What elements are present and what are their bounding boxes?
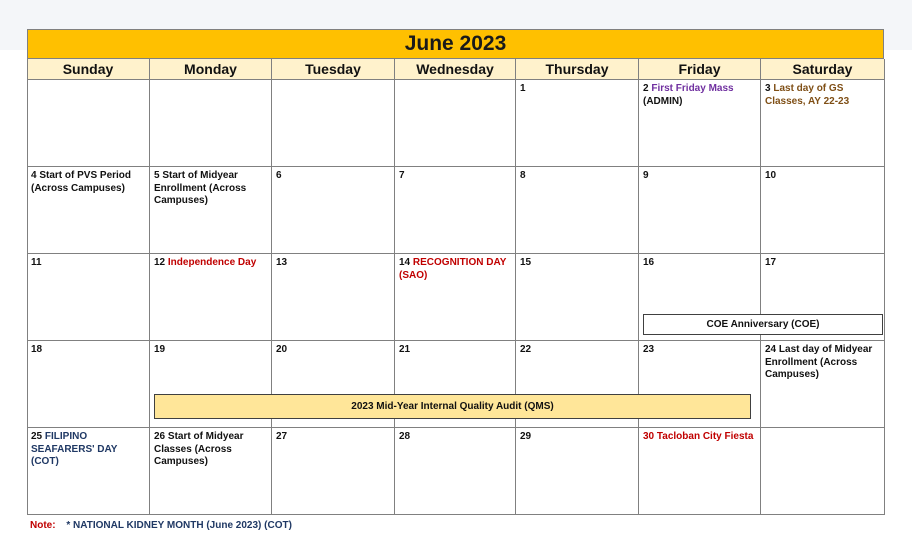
day-number: 5: [154, 170, 160, 181]
day-cell[interactable]: [395, 167, 516, 254]
day-number: 21: [399, 344, 411, 355]
day-cell-content: [765, 170, 880, 183]
day-cell-content: [276, 257, 390, 270]
day-cell[interactable]: [395, 428, 516, 515]
day-number: 15: [520, 257, 532, 268]
note-text: * NATIONAL KIDNEY MONTH (June 2023) (COT): [66, 520, 292, 531]
day-event-text: Start of PVS Period (Across Campuses): [31, 170, 132, 194]
day-number: 23: [643, 344, 655, 355]
day-number: 6: [276, 170, 282, 181]
day-cell-content: [765, 344, 880, 382]
day-cell[interactable]: [272, 254, 395, 341]
day-number: 16: [643, 257, 655, 268]
weekday-thursday: Thursday: [516, 59, 639, 80]
day-cell[interactable]: [150, 167, 272, 254]
day-cell-content: [765, 83, 880, 108]
day-event-text: Tacloban City Fiesta: [656, 431, 754, 442]
day-cell-content: [31, 431, 145, 469]
day-number: 10: [765, 170, 777, 181]
day-number: 7: [399, 170, 405, 181]
day-cell[interactable]: [761, 428, 885, 515]
calendar-title: June 2023: [27, 29, 884, 59]
day-cell[interactable]: [761, 167, 885, 254]
weekday-monday: Monday: [150, 59, 272, 80]
day-cell[interactable]: [27, 167, 150, 254]
day-number: 26: [154, 431, 166, 442]
day-cell-content: [520, 431, 634, 444]
day-cell[interactable]: [761, 341, 885, 428]
day-cell-content: [520, 83, 634, 96]
day-cell[interactable]: [27, 341, 150, 428]
day-cell-content: [399, 257, 511, 282]
day-cell[interactable]: [761, 80, 885, 167]
day-cell-content: [154, 344, 267, 357]
day-cell-content: [765, 257, 880, 270]
day-event-text: Last day of Midyear Enrollment (Across Campuses): [765, 344, 873, 380]
day-cell-content: [276, 344, 390, 357]
day-cell[interactable]: [150, 254, 272, 341]
day-cell[interactable]: [395, 80, 516, 167]
day-cell[interactable]: [272, 80, 395, 167]
day-cell-content: [520, 170, 634, 183]
day-number: 13: [276, 257, 288, 268]
day-number: 17: [765, 257, 777, 268]
day-cell-content: [31, 170, 145, 195]
day-cell-content: [399, 431, 511, 444]
day-event-text: FILIPINO SEAFARERS' DAY (COT): [31, 431, 118, 467]
day-cell-content: [643, 83, 756, 108]
weekday-sunday: Sunday: [27, 59, 150, 80]
day-number: 4: [31, 170, 37, 181]
day-number: 9: [643, 170, 649, 181]
day-cell[interactable]: [516, 428, 639, 515]
day-number: 25: [31, 431, 43, 442]
qms-audit-event[interactable]: 2023 Mid-Year Internal Quality Audit (QMS): [154, 394, 751, 419]
note-label: Note:: [30, 520, 56, 531]
day-event-text: Start of Midyear Classes (Across Campuses): [154, 431, 244, 467]
day-number: 18: [31, 344, 43, 355]
day-cell-content: [643, 431, 756, 444]
day-cell-content: [276, 170, 390, 183]
day-number: 12: [154, 257, 166, 268]
day-cell[interactable]: [516, 80, 639, 167]
day-number: 27: [276, 431, 288, 442]
day-number: 11: [31, 257, 42, 268]
day-number: 1: [520, 83, 526, 94]
day-cell-content: [643, 344, 756, 357]
day-number: 3: [765, 83, 771, 94]
day-event-text: RECOGNITION DAY (SAO): [399, 257, 507, 281]
day-cell-content: [31, 344, 145, 357]
weekday-tuesday: Tuesday: [272, 59, 395, 80]
day-cell-content: [399, 170, 511, 183]
day-cell[interactable]: [272, 428, 395, 515]
day-event-text: First Friday Mass: [651, 83, 734, 94]
day-cell[interactable]: [639, 80, 761, 167]
day-cell[interactable]: [27, 254, 150, 341]
day-cell-content: [154, 170, 267, 208]
day-cell[interactable]: [27, 428, 150, 515]
day-number: 19: [154, 344, 166, 355]
day-cell-content: [643, 170, 756, 183]
day-cell[interactable]: [27, 80, 150, 167]
day-number: 20: [276, 344, 288, 355]
note: [30, 520, 292, 531]
day-cell[interactable]: [516, 254, 639, 341]
weekday-friday: Friday: [639, 59, 761, 80]
day-cell[interactable]: [639, 167, 761, 254]
weekday-saturday: Saturday: [761, 59, 885, 80]
day-number: 8: [520, 170, 526, 181]
day-event-text: Last day of GS Classes, AY 22-23: [765, 83, 850, 107]
day-cell-content: [154, 257, 267, 270]
coe-anniversary-event[interactable]: COE Anniversary (COE): [643, 314, 883, 335]
day-cell[interactable]: [150, 80, 272, 167]
day-cell[interactable]: [639, 428, 761, 515]
day-number: 24: [765, 344, 777, 355]
day-cell[interactable]: [150, 428, 272, 515]
day-cell-content: [154, 431, 267, 469]
day-event-text: Independence Day: [167, 257, 257, 268]
day-number: 29: [520, 431, 532, 442]
day-cell[interactable]: [516, 167, 639, 254]
day-cell[interactable]: [272, 167, 395, 254]
day-number: 30: [643, 431, 655, 442]
day-number: 22: [520, 344, 532, 355]
day-cell-content: [643, 257, 756, 270]
day-cell-content: [520, 344, 634, 357]
day-number: 2: [643, 83, 649, 94]
day-number: 28: [399, 431, 411, 442]
day-cell-content: [276, 431, 390, 444]
day-cell[interactable]: [395, 254, 516, 341]
weekday-wednesday: Wednesday: [395, 59, 516, 80]
day-cell-content: [31, 257, 145, 270]
day-event-subtext: (ADMIN): [643, 95, 683, 107]
day-cell-content: [399, 344, 511, 357]
day-cell-content: [520, 257, 634, 270]
day-event-text: Start of Midyear Enrollment (Across Campuses): [154, 170, 247, 206]
day-number: 14: [399, 257, 411, 268]
